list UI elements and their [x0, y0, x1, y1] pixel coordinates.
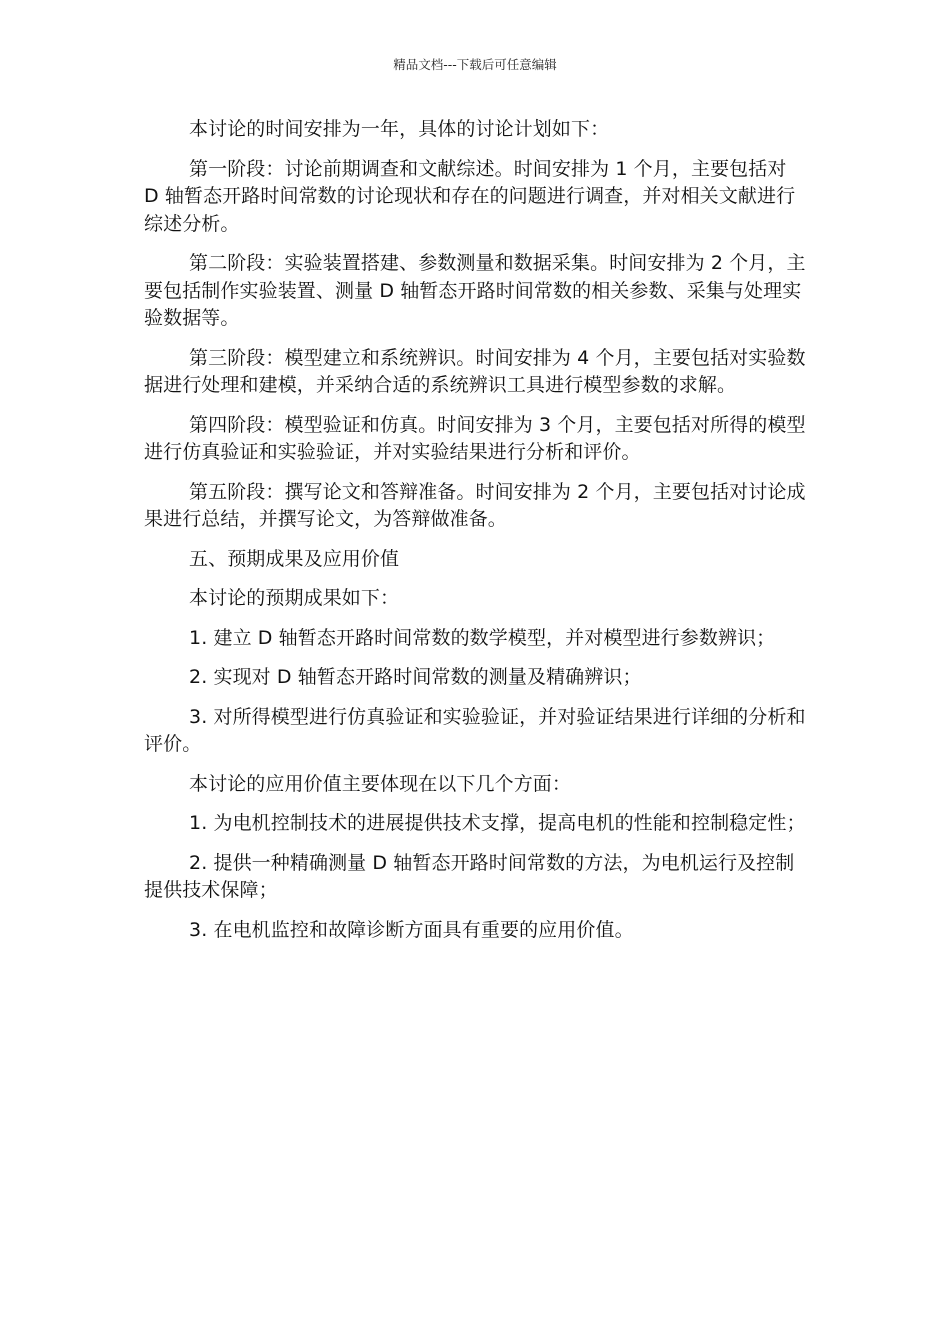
list-item-value-1: 1. 为电机控制技术的进展提供技术支撑，提高电机的性能和控制稳定性；	[189, 812, 806, 834]
paragraph-phase-1: 第一阶段：讨论前期调查和文献综述。时间安排为 1 个月，主要包括对 D 轴暂态开路时间常数的讨论现状和存在的问题进行调查，并对相关文献进行综述分析。	[144, 157, 796, 235]
list-item-result-3: 3. 对所得模型进行仿真验证和实验验证，并对验证结果进行详细的分析和评价。	[144, 705, 806, 755]
section-heading-expected-results: 五、预期成果及应用价值	[189, 547, 400, 570]
page-header: 精品文档---下载后可任意编辑	[393, 57, 557, 72]
list-item-value-3: 3. 在电机监控和故障诊断方面具有重要的应用价值。	[189, 918, 634, 941]
paragraph-results-intro: 本讨论的预期成果如下：	[189, 587, 400, 609]
paragraph-value-intro: 本讨论的应用价值主要体现在以下几个方面：	[189, 772, 572, 795]
paragraph-phase-4: 第四阶段：模型验证和仿真。时间安排为 3 个月，主要包括对所得的模型进行仿真验证和实验验证，并对实验结果进行分析和评价。	[144, 413, 806, 463]
document-body	[144, 116, 806, 956]
list-item-result-2: 2. 实现对 D 轴暂态开路时间常数的测量及精确辨识；	[189, 666, 642, 688]
paragraph-phase-2: 第二阶段：实验装置搭建、参数测量和数据采集。时间安排为 2 个月，主要包括制作实验装置、测量 D 轴暂态开路时间常数的相关参数、采集与处理实验数据等。	[144, 252, 806, 329]
paragraph-phase-3: 第三阶段：模型建立和系统辨识。时间安排为 4 个月，主要包括对实验数据进行处理和建模，并采纳合适的系统辨识工具进行模型参数的求解。	[144, 346, 806, 396]
paragraph-phase-5: 第五阶段：撰写论文和答辩准备。时间安排为 2 个月，主要包括对讨论成果进行总结，并撰写论文，为答辩做准备。	[144, 480, 806, 530]
paragraph-schedule-intro: 本讨论的时间安排为一年，具体的讨论计划如下：	[189, 118, 610, 140]
list-item-result-1: 1. 建立 D 轴暂态开路时间常数的数学模型，并对模型进行参数辨识；	[189, 626, 776, 649]
list-item-value-2: 2. 提供一种精确测量 D 轴暂态开路时间常数的方法，为电机运行及控制提供技术保障；	[144, 851, 795, 901]
